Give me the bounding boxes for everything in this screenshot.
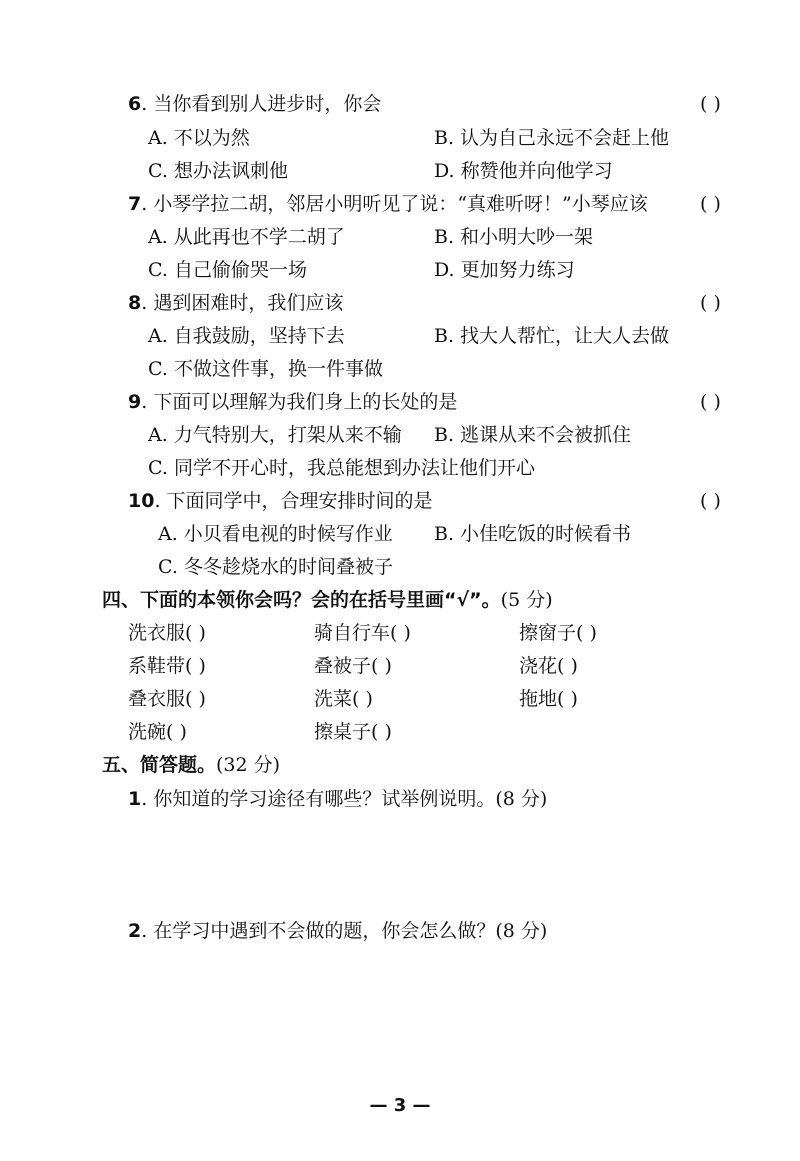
option-6c[interactable]: C. 想办法讽刺他 (148, 160, 288, 182)
option-6a[interactable]: A. 不以为然 (148, 127, 250, 149)
option-8c[interactable]: C. 不做这件事，换一件事做 (148, 358, 383, 380)
option-6d[interactable]: D. 称赞他并向他学习 (434, 160, 613, 182)
option-7b[interactable]: B. 和小明大吵一架 (434, 226, 594, 248)
question-8: 8. 遇到困难时，我们应该 (128, 292, 344, 314)
option-9b[interactable]: B. 逃课从来不会被抓住 (434, 424, 632, 446)
option-10b[interactable]: B. 小佳吃饭的时候看书 (434, 523, 632, 545)
option-7c[interactable]: C. 自己偷偷哭一场 (148, 259, 307, 281)
answer-blank-10[interactable]: ( ) (700, 490, 721, 512)
skill-item[interactable]: 叠衣服( ) (128, 688, 206, 710)
answer-blank-6[interactable]: ( ) (700, 93, 721, 115)
short-answer-question-1: 1. 你知道的学习途径有哪些？试举例说明。(8 分) (128, 788, 548, 810)
answer-blank-9[interactable]: ( ) (700, 391, 721, 413)
option-7a[interactable]: A. 从此再也不学二胡了 (148, 226, 345, 248)
skill-item[interactable]: 骑自行车( ) (314, 622, 411, 644)
option-8a[interactable]: A. 自我鼓励，坚持下去 (148, 325, 345, 347)
section-4-title: 四、下面的本领你会吗？会的在括号里画“√”。(5 分) (102, 589, 553, 611)
option-10a[interactable]: A. 小贝看电视的时候写作业 (158, 523, 393, 545)
option-8b[interactable]: B. 找大人帮忙，让大人去做 (434, 325, 670, 347)
section-5-title: 五、简答题。(32 分) (102, 754, 281, 776)
option-10c[interactable]: C. 冬冬趁烧水的时间叠被子 (158, 556, 393, 578)
skill-item[interactable]: 浇花( ) (519, 655, 578, 677)
skill-item[interactable]: 擦桌子( ) (314, 721, 392, 743)
question-7: 7. 小琴学拉二胡，邻居小明听见了说：“真难听呀！”小琴应该 (128, 193, 648, 215)
skill-item[interactable]: 洗碗( ) (128, 721, 187, 743)
skill-item[interactable]: 叠被子( ) (314, 655, 392, 677)
answer-blank-8[interactable]: ( ) (700, 292, 721, 314)
option-9a[interactable]: A. 力气特别大，打架从来不输 (148, 424, 402, 446)
question-9: 9. 下面可以理解为我们身上的长处的是 (128, 391, 458, 413)
skill-item[interactable]: 系鞋带( ) (128, 655, 206, 677)
option-6b[interactable]: B. 认为自己永远不会赶上他 (434, 127, 670, 149)
short-answer-question-2: 2. 在学习中遇到不会做的题，你会怎么做？(8 分) (128, 920, 548, 942)
skill-item[interactable]: 拖地( ) (519, 688, 578, 710)
option-9c[interactable]: C. 同学不开心时，我总能想到办法让他们开心 (148, 457, 535, 479)
answer-blank-7[interactable]: ( ) (700, 193, 721, 215)
skill-item[interactable]: 洗菜( ) (314, 688, 373, 710)
page-number: — 3 — (369, 1095, 431, 1116)
option-7d[interactable]: D. 更加努力练习 (434, 259, 575, 281)
skill-item[interactable]: 洗衣服( ) (128, 622, 206, 644)
skill-item[interactable]: 擦窗子( ) (519, 622, 597, 644)
question-10: 10. 下面同学中，合理安排时间的是 (128, 490, 433, 512)
question-6: 6. 当你看到别人进步时，你会 (128, 93, 382, 115)
